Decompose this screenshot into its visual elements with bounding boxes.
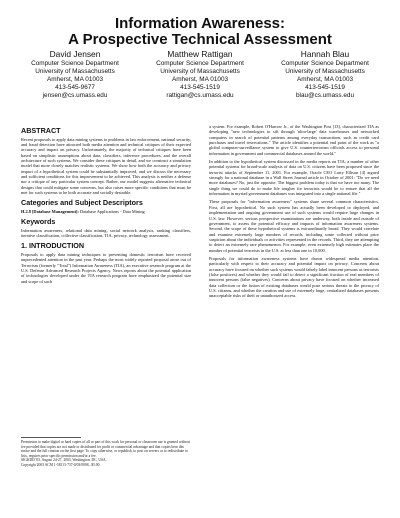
abstract-text: Recent proposals to apply data mining systems to problems in law enforcement, national security, and fraud detection have attracted both media attention and technical critiques of their expected accuracy and impact on privacy. Unfortunately, the majority of technical critiques have been based on simplistic assumptions about data, classifiers, inference procedures, and the overall architecture of such systems. We consider these critiques in detail, and we construct a simulation model that more closely matches realistic systems. We show how both the accuracy and privacy impact of a hypothetical system could be substantially improved, and we discuss the necessary and sufficient conditions for this improvement to be achieved. This analysis is neither a defense nor a critique of any particular system concept. Rather, our model suggests alternative technical designs that could mitigate some concerns, but also raises more specific conditions that must be met for such systems to be both accurate and socially desirable. [21, 136, 191, 195]
introduction-heading: 1. INTRODUCTION [21, 241, 85, 251]
author-city: Amherst, MA 01003 [171, 75, 229, 83]
introduction-text: Proposals to apply data mining techniques to preventing domestic terrorism have received unprecedented attention in the past year. Perhaps the most widely reported proposal arose out of Terrorism (formerly "Total") Information Awareness (TIA), an executive research program at the U.S. Defense Advanced Research Projects Agency. News reports about the potential application of technologies developed under the TIA research program have emphasized the potential size and scope of such [21, 251, 191, 284]
author-block [14, 50, 386, 101]
categories-text [21, 209, 191, 214]
title-line-2: A Prospective Technical Assessment [68, 31, 332, 48]
author-org: University of Massachusetts [35, 67, 115, 75]
copyright-conference: SIGKDD '03, August 24-27, 2003, Washington, DC, USA. [21, 458, 107, 462]
author-phone: 413-545-1519 [305, 84, 345, 92]
copyright-notice [21, 440, 191, 467]
right-column [209, 124, 379, 302]
author-1 [14, 50, 136, 101]
author-email: blau@cs.umass.edu [296, 92, 354, 100]
copyright-permission: Permission to make digital or hard copies of all or part of this work for personal or classroom use is granted without fee provided that copies are not made or distributed for profit or commercial advantage and that copies bear this notice and the full citation on the first page. To copy otherwise, or republish, to post on servers or to redistribute to lists, requires prior specific permission and/or a fee. [21, 440, 190, 458]
body-paragraph: In addition to the hypothetical system discussed in the media reports on TIA, a number of other potential systems for broad-scale analysis of data on U.S. citizens have been proposed since the terrorist attacks of September 11, 2001. For example, Oracle CEO Larry Ellison [4] argued strongly for a national database in a Wall Street Journal article in October of 2001: "Do we need more databases? No, just the opposite. The biggest problem today is that we have too many. The single thing we could do to make life tougher for terrorists would be to ensure that all the information in myriad government databases was integrated into a single national file." [209, 159, 379, 197]
paper-title [0, 16, 400, 48]
author-name: David Jensen [49, 49, 101, 59]
author-email: rattigan@cs.umass.edu [166, 92, 234, 100]
title-line-1: Information Awareness: [114, 15, 286, 32]
author-org: University of Massachusetts [160, 67, 240, 75]
author-phone: 413-545-9677 [55, 84, 95, 92]
author-name: Matthew Rattigan [167, 49, 233, 59]
body-paragraph: Proposals for information awareness systems have drawn widespread media attention, particularly with respect to their accuracy and potential impact on privacy. Concerns about accuracy have focused on whether such systems would falsely label innocent persons as terrorists (false positives) and whether they would fail to detect a significant fraction of real members of innocent persons (false negatives). Concerns about privacy have focused on whether increased data collection or the fusion of existing databases would pose serious threats to the privacy of U.S. citizens, and whether the creation and use of extremely large, centralized databases presents unacceptable risks of theft or unauthorized access. [209, 255, 379, 299]
author-3 [264, 50, 386, 101]
body-paragraph: These proposals for "information awareness" systems share several common characteristics. First, all are hypothetical. No such system has actually been developed or deployed, and implementation and ongoing government use of such systems would require large changes in U.S. law. However, serious prospective examinations are underway, both inside and outside of government, to assess the potential efficacy and impacts of information awareness systems. Second, the scope of these hypothetical systems is extraordinarily broad. They would correlate and examine extremely large numbers of records, including some collected without prior suspicion about the individuals or activities represented in the records. Third, they are attempting to detect an extremely rare phenomenon. For example, even extremely high estimates place the number of potential terrorists in the U.S. at less than one in 10,000. [209, 199, 379, 253]
author-dept: Computer Science Department [281, 59, 369, 67]
abstract-heading: ABSTRACT [21, 126, 61, 135]
author-city: Amherst, MA 01003 [46, 75, 104, 83]
author-name: Hannah Blau [300, 49, 350, 59]
author-email: jensen@cs.umass.edu [42, 92, 108, 100]
categories-descriptor: Database Applications - Data Mining [80, 208, 145, 214]
author-dept: Computer Science Department [31, 59, 119, 67]
footnote-divider [21, 437, 81, 438]
copyright-line: Copyright 2003 ACM 1-58113-737-0/03/0008...$5.00. [21, 462, 101, 467]
categories-heading: Categories and Subject Descriptors [21, 198, 143, 208]
author-phone: 413-545-1519 [180, 84, 220, 92]
keywords-heading: Keywords [21, 217, 56, 227]
author-city: Amherst, MA 01003 [296, 75, 354, 83]
body-paragraph: a system. For example, Robert O'Harrow Jr., of the Washington Post [13], characterized TIA as developing "new technologies to sift through 'ultra-large' data warehouses and networked computers in search of potential patterns among everyday transactions, such as credit card purchases and travel reservations." The article identifies a potential end point of the work as "a global computer-surveillance system to give U.S. counterterrorism officials access to personal information in government and commercial databases around the world." [209, 124, 379, 156]
left-column [21, 126, 191, 287]
author-dept: Computer Science Department [156, 59, 244, 67]
author-org: University of Massachusetts [285, 67, 365, 75]
keywords-text: Information awareness, relational data mining, social network analysis, ranking classifiers, iterative classification, collective classification, TIA, privacy, technology assessment. [21, 227, 191, 238]
author-2 [139, 50, 261, 101]
categories-lead: H.2.8 [Database Management]: [21, 208, 79, 214]
